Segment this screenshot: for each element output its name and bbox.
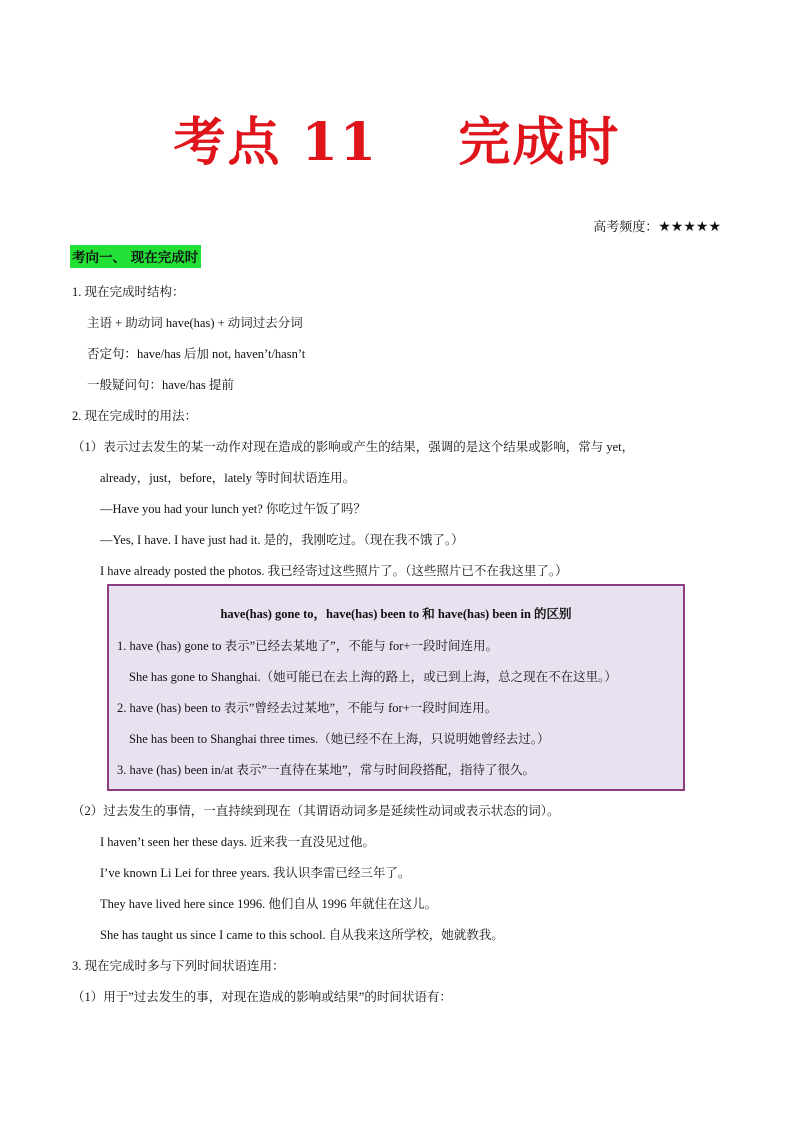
text-line: 1. 现在完成时结构： — [72, 285, 185, 299]
box-item: 3. have (has) been in/at 表示”一直待在某地”，常与时间段搭配，指待了很久。 — [117, 763, 535, 777]
text-line: （1）表示过去发生的某一动作对现在造成的影响或产生的结果，强调的是这个结果或影响，常与 yet， — [72, 440, 635, 454]
text-line: 否定句：have/has 后加 not, haven’t/hasn’t — [87, 347, 306, 361]
text-line: 一般疑问句：have/has 提前 — [87, 378, 234, 392]
text-line: —Have you had your lunch yet? 你吃过午饭了吗？ — [100, 502, 366, 516]
comparison-box — [107, 584, 685, 791]
text-line: I’ve known Li Lei for three years. 我认识李雷已经三年了。 — [100, 866, 411, 880]
exam-frequency — [593, 216, 721, 235]
section-heading: 考向一、 现在完成时 — [70, 245, 201, 268]
text-line: I haven’t seen her these days. 近来我一直没见过他。 — [100, 835, 376, 849]
frequency-label: 高考频度： — [593, 220, 659, 235]
text-line: 3. 现在完成时多与下列时间状语连用： — [72, 959, 285, 973]
box-item: 2. have (has) been to 表示”曾经去过某地”，不能与 for+一段时间连用。 — [117, 701, 498, 715]
box-title: have(has) gone to，have(has) been to 和 have(has) been in 的区别 — [220, 607, 572, 621]
frequency-stars: ★★★★★ — [658, 219, 721, 235]
text-line: She has taught us since I came to this school. 自从我来这所学校，她就教我。 — [100, 928, 504, 942]
text-line: —Yes, I have. I have just had it. 是的，我刚吃过。（现在我不饿了。） — [100, 533, 464, 547]
text-line: I have already posted the photos. 我已经寄过这些照片了。（这些照片已不在我这里了。） — [100, 564, 568, 578]
box-item: 1. have (has) gone to 表示”已经去某地了”，不能与 for+一段时间连用。 — [117, 639, 498, 653]
text-line: 主语 + 助动词 have(has) + 动词过去分词 — [87, 316, 303, 330]
text-line: They have lived here since 1996. 他们自从 1996 年就住在这儿。 — [100, 897, 438, 911]
text-line: already，just，before，lately 等时间状语连用。 — [100, 471, 356, 485]
box-item: She has been to Shanghai three times.（她已经不在上海，只说明她曾经去过。） — [129, 732, 550, 746]
text-line: 2. 现在完成时的用法： — [72, 409, 198, 423]
page-title: 考点 11 完成时 — [173, 112, 621, 173]
text-line: （1）用于”过去发生的事，对现在造成的影响或结果”的时间状语有： — [72, 990, 452, 1004]
box-item: She has gone to Shanghai.（她可能已在去上海的路上，或已到上海，总之现在不在这里。） — [129, 670, 617, 684]
text-line: （2）过去发生的事情，一直持续到现在（其谓语动词多是延续性动词或表示状态的词）。 — [72, 804, 560, 818]
